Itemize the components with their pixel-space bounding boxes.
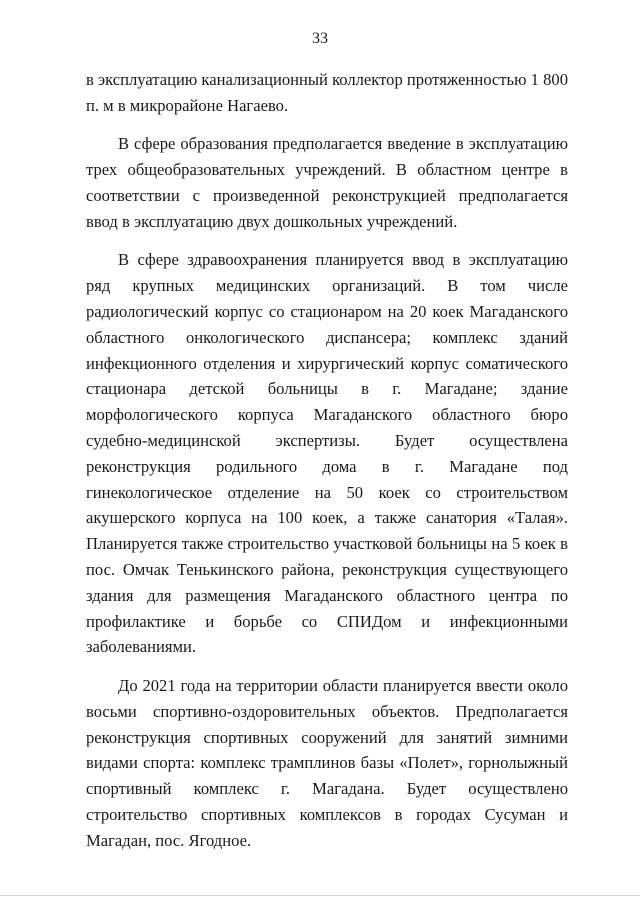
paragraph-sewer-collector: в эксплуатацию канализационный коллектор протяженностью 1 800 п. м в микрорайоне Нагаево.: [86, 70, 568, 115]
paragraph-sports: До 2021 года на территории области планируется ввести около восьми спортивно-оздоровительных объектов. Предполагается реконструкция спортивных сооружений для занятий зимними видами спорта: комплекс трамплинов базы «Полет», горнолыжный спортивный комплекс г. Магадана. Будет осуществлено строительство спортивных комплексов в городах Сусуман и Магадан, пос. Ягодное.: [86, 675, 568, 850]
document-body: [86, 67, 568, 866]
paragraph-education: В сфере образования предполагается введение в эксплуатацию трех общеобразовательных учреждений. В областном центре в соответствии с произведенной реконструкцией предполагается ввод в эксплуатацию двух дошкольных учреждений.: [86, 134, 568, 231]
paragraph-healthcare: В сфере здравоохранения планируется ввод в эксплуатацию ряд крупных медицинских организаций. В том числе радиологический корпус со стационаром на 20 коек Магаданского областного онкологического диспансера; комплекс зданий инфекционного отделения и хирургический корпус соматического стационара детской больницы в г. Магадане; здание морфологического корпуса Магаданского областного бюро судебно-медицинской экспертизы. Будет осуществлена реконструкция родильного дома в г. Магадане под гинекологическое отделение на 50 коек со строительством акушерского корпуса на 100 коек, а также санатория «Талая». Планируется также строительство участковой больницы на 5 коек в пос. Омчак Тенькинского района, реконструкция существующего здания для размещения Магаданского областного центра по профилактике и борьбе со СПИДом и инфекционными заболеваниями.: [86, 250, 568, 657]
page-bottom-edge: [0, 895, 640, 896]
page-number: 33: [312, 30, 328, 47]
